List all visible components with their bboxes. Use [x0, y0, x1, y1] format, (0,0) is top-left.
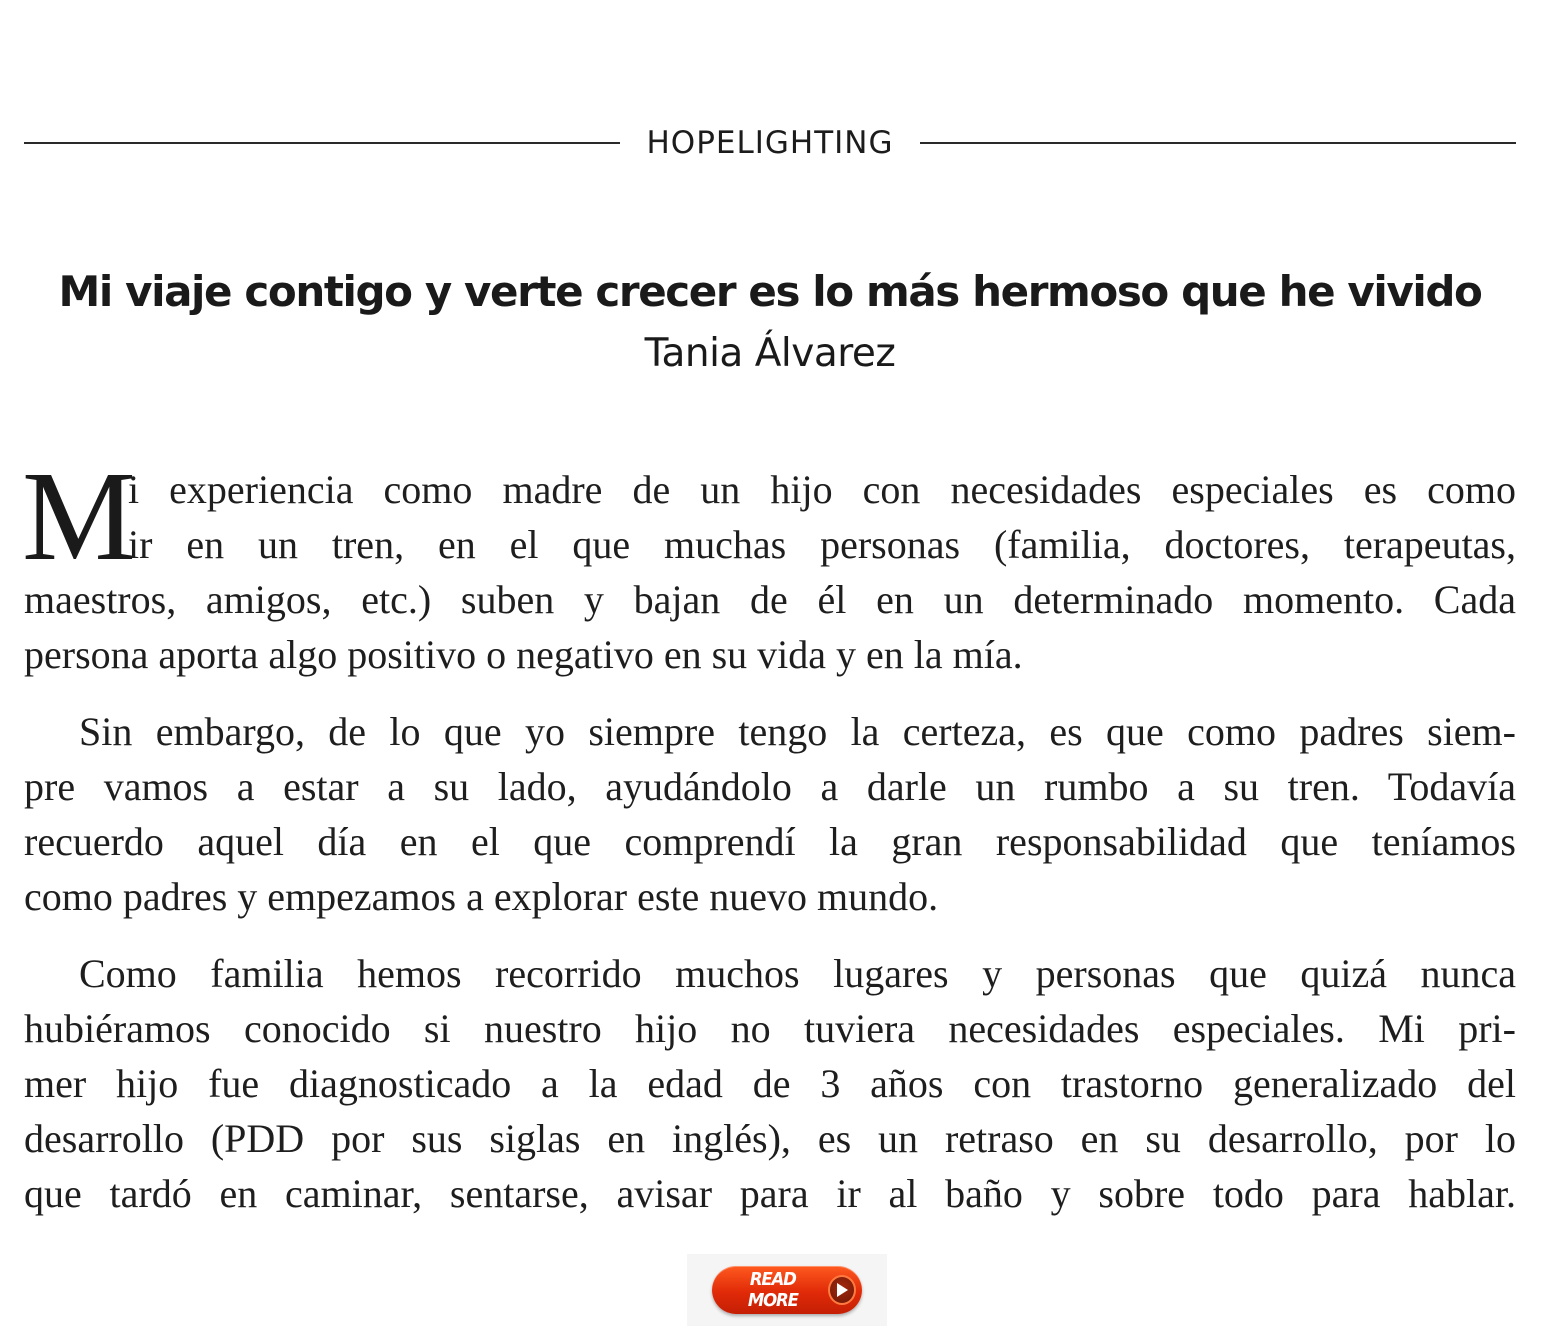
text-line: persona aporta algo positivo o negativo en su vida y en la mía.: [24, 632, 1023, 677]
play-icon: [828, 1275, 856, 1305]
header-rule-right: [920, 142, 1516, 144]
article-title: Mi viaje contigo y verte crecer es lo más hermoso que he vivido: [58, 267, 1482, 316]
drop-cap: M: [22, 445, 136, 587]
text-line: hubiéramos conocido si nuestro hijo no tuviera necesidades especiales. Mi pri-: [24, 1006, 1516, 1051]
paragraph-2: [24, 704, 1516, 924]
text-line: desarrollo (PDD por sus siglas en inglés), es un retraso en su desarrollo, por lo: [24, 1116, 1516, 1161]
header-rule-left: [24, 142, 620, 144]
text-line: ir en un tren, en el que muchas personas (familia, doctores, terapeutas,: [128, 522, 1516, 567]
read-more-container: [687, 1254, 887, 1326]
article-body: [22, 445, 1516, 1243]
read-more-button[interactable]: [712, 1266, 862, 1314]
paragraph-3: [24, 946, 1516, 1221]
section-header: [24, 118, 1516, 168]
text-line: pre vamos a estar a su lado, ayudándolo a darle un rumbo a su tren. Todavía: [24, 764, 1516, 809]
text-line: maestros, amigos, etc.) suben y bajan de él en un determinado momento. Cada: [24, 577, 1516, 622]
paragraph-1: [22, 445, 1516, 682]
article-author: Tania Álvarez: [644, 331, 896, 376]
text-line: como padres y empezamos a explorar este nuevo mundo.: [24, 874, 939, 919]
section-label: HOPELIGHTING: [646, 124, 894, 161]
text-line: recuerdo aquel día en el que comprendí la gran responsabilidad que teníamos: [24, 819, 1516, 864]
read-more-label: READ MORE: [747, 1269, 798, 1311]
text-line: i experiencia como madre de un hijo con necesidades especiales es como: [128, 467, 1516, 512]
text-line: Sin embargo, de lo que yo siempre tengo la certeza, es que como padres siem-: [79, 709, 1516, 754]
text-line: Como familia hemos recorrido muchos lugares y personas que quizá nunca: [79, 951, 1516, 996]
text-line: mer hijo fue diagnosticado a la edad de 3 años con trastorno generalizado del: [24, 1061, 1516, 1106]
text-line: que tardó en caminar, sentarse, avisar para ir al baño y sobre todo para hablar.: [24, 1171, 1516, 1216]
